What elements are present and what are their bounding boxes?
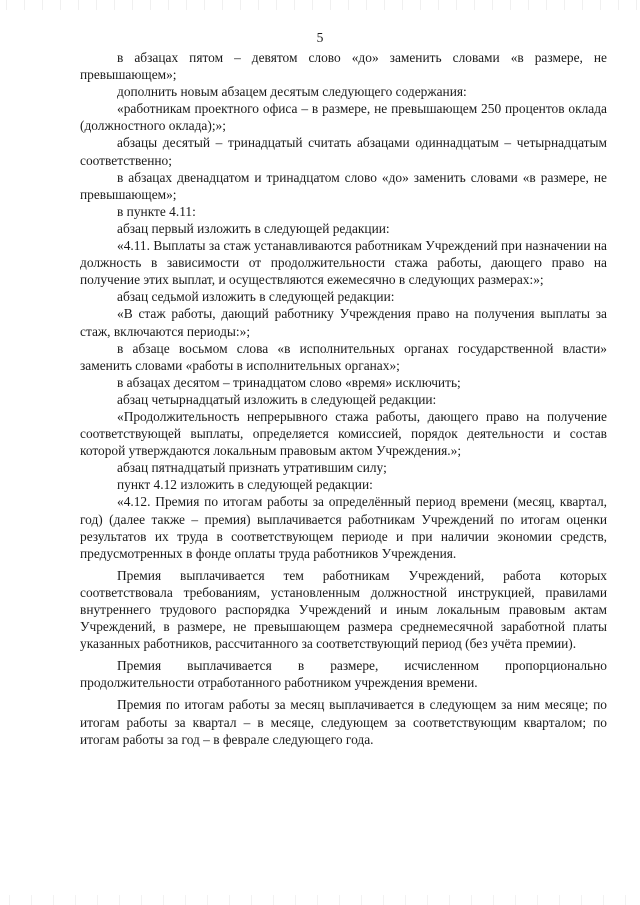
paragraph: в абзацах пятом – девятом слово «до» заменить словами «в размере, не превышающем»; — [80, 50, 607, 83]
paragraph: Премия выплачивается в размере, исчисленном пропорционально продолжительности отработанного работником учреждения времени. — [80, 658, 607, 691]
paragraph: «работникам проектного офиса – в размере, не превышающем 250 процентов оклада (должностного оклада);»; — [80, 101, 607, 134]
page-number: 5 — [316, 30, 324, 45]
paragraph: дополнить новым абзацем десятым следующего содержания: — [117, 84, 467, 100]
paragraph: абзац четырнадцатый изложить в следующей редакции: — [117, 391, 437, 407]
paragraph: «В стаж работы, дающий работнику Учреждения право на получения выплаты за стаж, включаются периоды:»; — [80, 306, 607, 339]
paragraph: абзац седьмой изложить в следующей редакции: — [117, 289, 395, 305]
paragraph: пункт 4.12 изложить в следующей редакции: — [117, 477, 373, 493]
paragraph: в абзацах десятом – тринадцатом слово «время» исключить; — [117, 374, 461, 390]
paragraph: в пункте 4.11: — [117, 203, 196, 219]
paragraph: «4.12. Премия по итогам работы за определённый период времени (месяц, квартал, год) (далее также – премия) выплачивается работникам Учреждений по итогам оценки результатов их труда в соответствующем периоде и при наличии экономии средств, предусмотренных в фонде оплаты труда работников Учреждения. — [80, 494, 607, 561]
paragraph: абзац пятнадцатый признать утратившим силу; — [117, 460, 387, 476]
scan-edge-top — [0, 0, 640, 10]
paragraph: абзацы десятый – тринадцатый считать абзацами одиннадцатым – четырнадцатым соответственно; — [80, 135, 607, 168]
paragraph: Премия выплачивается тем работникам Учреждений, работа которых соответствовала требованиям, установленным должностной инструкцией, правилами внутреннего трудового распорядка Учреждений и иным локальным правовым актам Учреждений, в размере, не превышающем размера среднемесячной заработной платы указанных работников, рассчитанного за соответствующий период (без учёта премии). — [80, 567, 607, 652]
paragraph: «Продолжительность непрерывного стажа работы, дающего право на получение соответствующей выплаты, определяется комиссией, порядок деятельности и состав которой утверждаются локальным правовым актом Учреждения.»; — [80, 408, 607, 459]
paragraph: «4.11. Выплаты за стаж устанавливаются работникам Учреждений при назначении на должность в зависимости от продолжительности стажа работы, дающего право на получение этих выплат, и осуществляются ежемесячно в следующих размерах:»; — [80, 238, 607, 288]
document-body — [80, 49, 607, 748]
scan-edge-bottom — [0, 895, 640, 905]
paragraph: Премия по итогам работы за месяц выплачивается в следующем за ним месяце; по итогам работы за квартал – в месяце, следующем за соответствующим кварталом; по итогам работы за год – в феврале следующего года. — [80, 697, 607, 747]
paragraph: в абзаце восьмом слова «в исполнительных органах государственной власти» заменить словами «работы в исполнительных органах»; — [80, 340, 607, 373]
paragraph: абзац первый изложить в следующей редакции: — [117, 220, 390, 236]
paragraph: в абзацах двенадцатом и тринадцатом слово «до» заменить словами «в размере, не превышающем»; — [80, 169, 607, 202]
